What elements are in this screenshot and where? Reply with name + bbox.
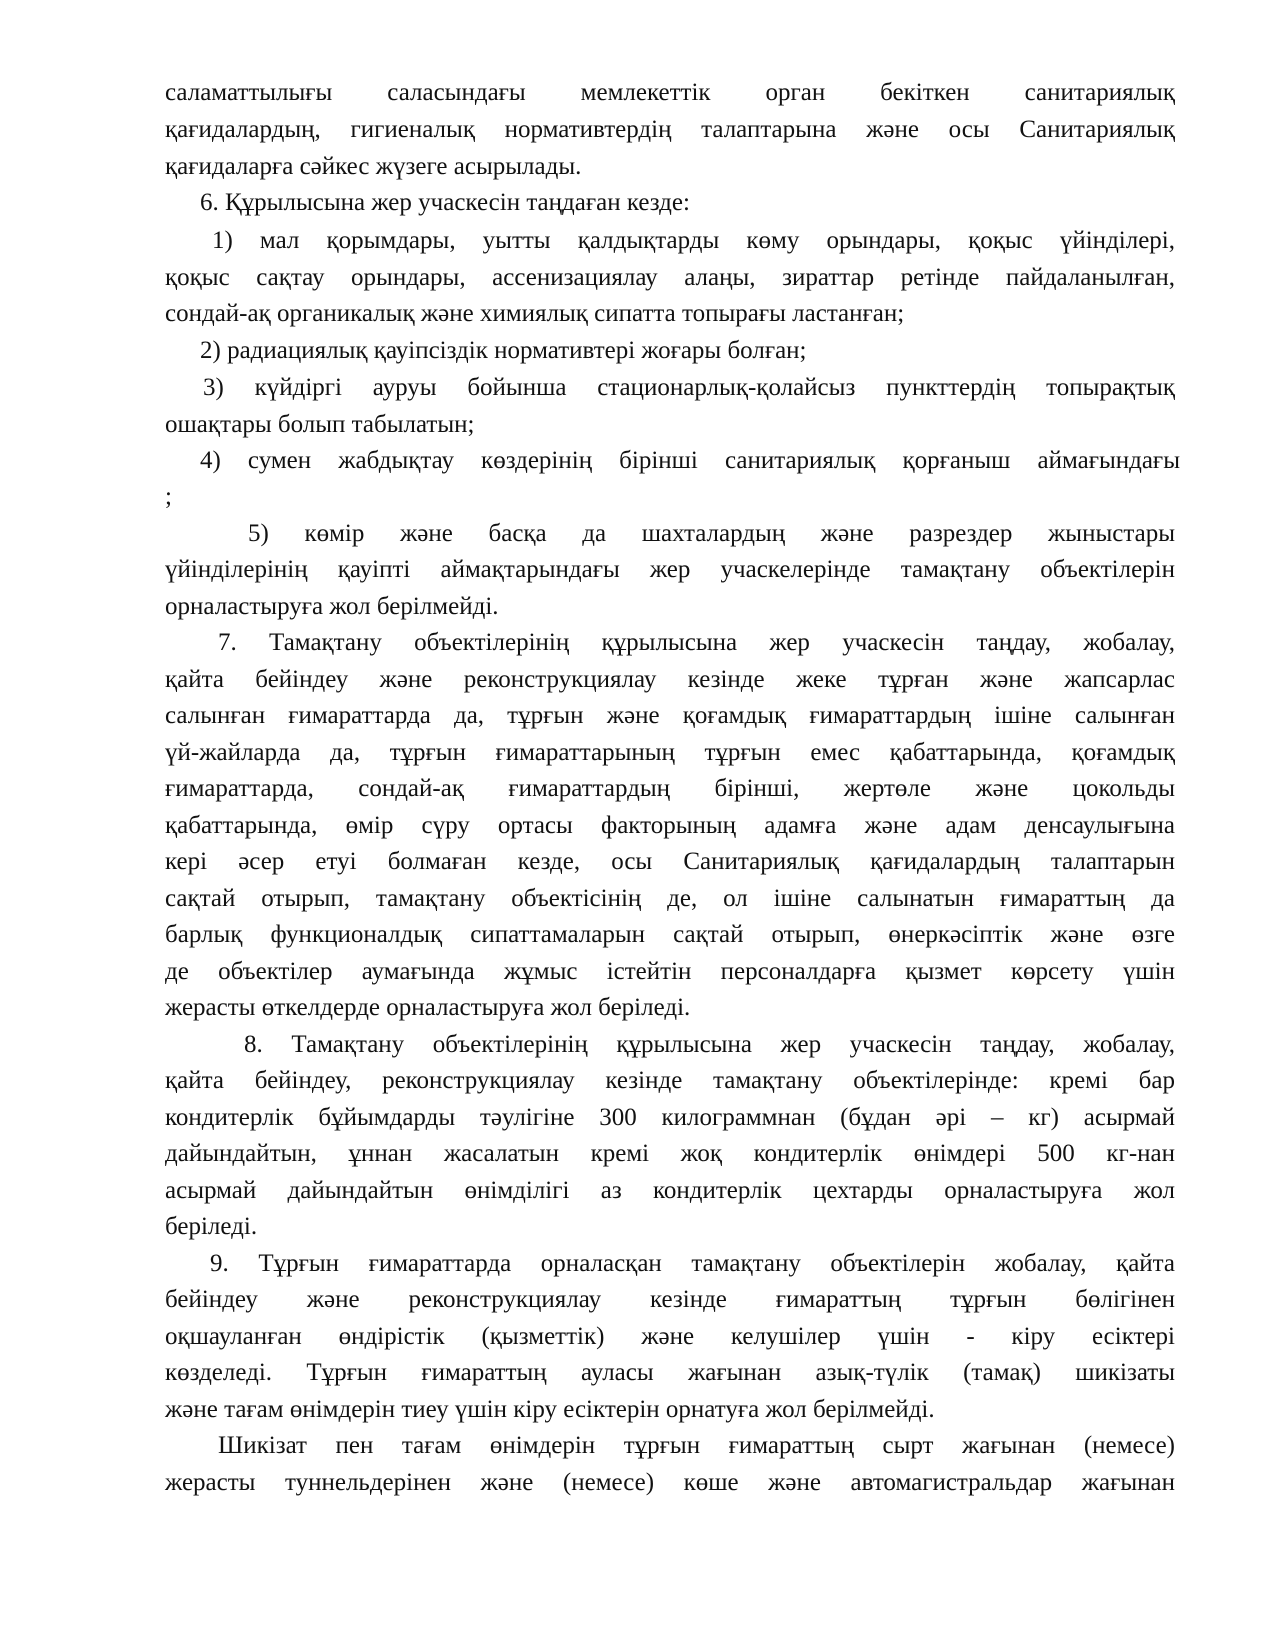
text-line: жерасты туннельдерінен және (немесе) көше және автомагистральдар жағынан [165, 1469, 1175, 1496]
text-line: ошақтары болып табылатын; [165, 411, 475, 438]
text-line: 2) радиациялық қауіпсіздік нормативтері жоғары болған; [200, 337, 807, 364]
text-line: қайта бейіндеу және реконструкциялау кезінде жеке тұрған және жапсарлас [165, 666, 1175, 693]
text-line: көзделеді. Тұрғын ғимараттың ауласы жағынан азық-түлік (тамақ) шикізаты [165, 1359, 1175, 1386]
text-line: 9. Тұрғын ғимараттарда орналасқан тамақтану объектілерін жобалау, қайта [210, 1250, 1175, 1277]
text-line: 1) мал қорымдары, уытты қалдықтарды көму орындары, қоқыс үйінділері, [212, 227, 1175, 254]
text-line: сондай-ақ органикалық және химиялық сипатта топырағы ластанған; [165, 300, 905, 327]
text-line: де объектілер аумағында жұмыс істейтін персоналдарға қызмет көрсету үшін [165, 958, 1175, 985]
text-line: кондитерлік бұйымдарды тәулігіне 300 килограммнан (бұдан әрі – кг) асырмай [165, 1104, 1175, 1131]
text-line: оқшауланған өндірістік (қызметтік) және келушілер үшін - кіру есіктері [165, 1323, 1175, 1350]
text-line: үйінділерінің қауіпті аймақтарындағы жер учаскелерінде тамақтану объектілерін [165, 556, 1175, 583]
text-line: салынған ғимараттарда да, тұрғын және қоғамдық ғимараттардың ішіне салынған [165, 702, 1175, 729]
text-line: 6. Құрылысына жер учаскесін таңдаған кезде: [200, 189, 690, 216]
text-line: 5) көмір және басқа да шахталардың және разрездер жыныстары [248, 520, 1175, 547]
text-line: 7. Тамақтану объектілерінің құрылысына жер учаскесін таңдау, жобалау, [218, 629, 1175, 656]
text-line: ; [165, 483, 172, 510]
text-line: қағидаларға сәйкес жүзеге асырылады. [165, 153, 582, 180]
text-line: 4) сумен жабдықтау көздерінің бірінші санитариялық қорғаныш аймағындағы [200, 447, 1180, 474]
text-line: барлық функционалдық сипаттамаларын сақтай отырып, өнеркәсіптік және өзге [165, 921, 1175, 948]
text-line: сақтай отырып, тамақтану объектісінің де, ол ішіне салынатын ғимараттың да [165, 885, 1175, 912]
text-line: Шикізат пен тағам өнімдерін тұрғын ғимараттың сырт жағынан (немесе) [218, 1432, 1175, 1459]
text-line: дайындайтын, ұннан жасалатын кремі жоқ кондитерлік өнімдері 500 кг-нан [165, 1140, 1175, 1167]
text-line: қайта бейіндеу, реконструкциялау кезінде тамақтану объектілерінде: кремі бар [165, 1067, 1175, 1094]
text-line: 3) күйдіргі ауруы бойынша стационарлық-қолайсыз пункттердің топырақтық [203, 374, 1175, 401]
text-line: және тағам өнімдерін тиеу үшін кіру есіктерін орнатуға жол берілмейді. [165, 1396, 935, 1423]
text-line: қағидалардың, гигиеналық нормативтердің талаптарына және осы Санитариялық [165, 116, 1175, 143]
text-line: бейіндеу және реконструкциялау кезінде ғимараттың тұрғын бөлігінен [165, 1286, 1175, 1313]
text-line: үй-жайларда да, тұрғын ғимараттарының тұрғын емес қабаттарында, қоғамдық [165, 739, 1175, 766]
text-line: қабаттарында, өмір сүру ортасы факторының адамға және адам денсаулығына [165, 812, 1175, 839]
text-line: беріледі. [165, 1213, 258, 1240]
text-line: саламаттылығы саласындағы мемлекеттік орган бекіткен санитариялық [165, 79, 1175, 106]
text-line: асырмай дайындайтын өнімділігі аз кондитерлік цехтарды орналастыруға жол [165, 1177, 1175, 1204]
text-line: жерасты өткелдерде орналастыруға жол беріледі. [165, 994, 691, 1021]
text-line: қоқыс сақтау орындары, ассенизациялау алаңы, зираттар ретінде пайдаланылған, [165, 264, 1175, 291]
text-line: орналастыруға жол берілмейді. [165, 593, 499, 620]
text-line: ғимараттарда, сондай-ақ ғимараттардың бірінші, жертөле және цокольды [165, 775, 1175, 802]
text-line: 8. Тамақтану объектілерінің құрылысына жер учаскесін таңдау, жобалау, [244, 1031, 1175, 1058]
text-line: кері әсер етуі болмаған кезде, осы Санитариялық қағидалардың талаптарын [165, 848, 1175, 875]
